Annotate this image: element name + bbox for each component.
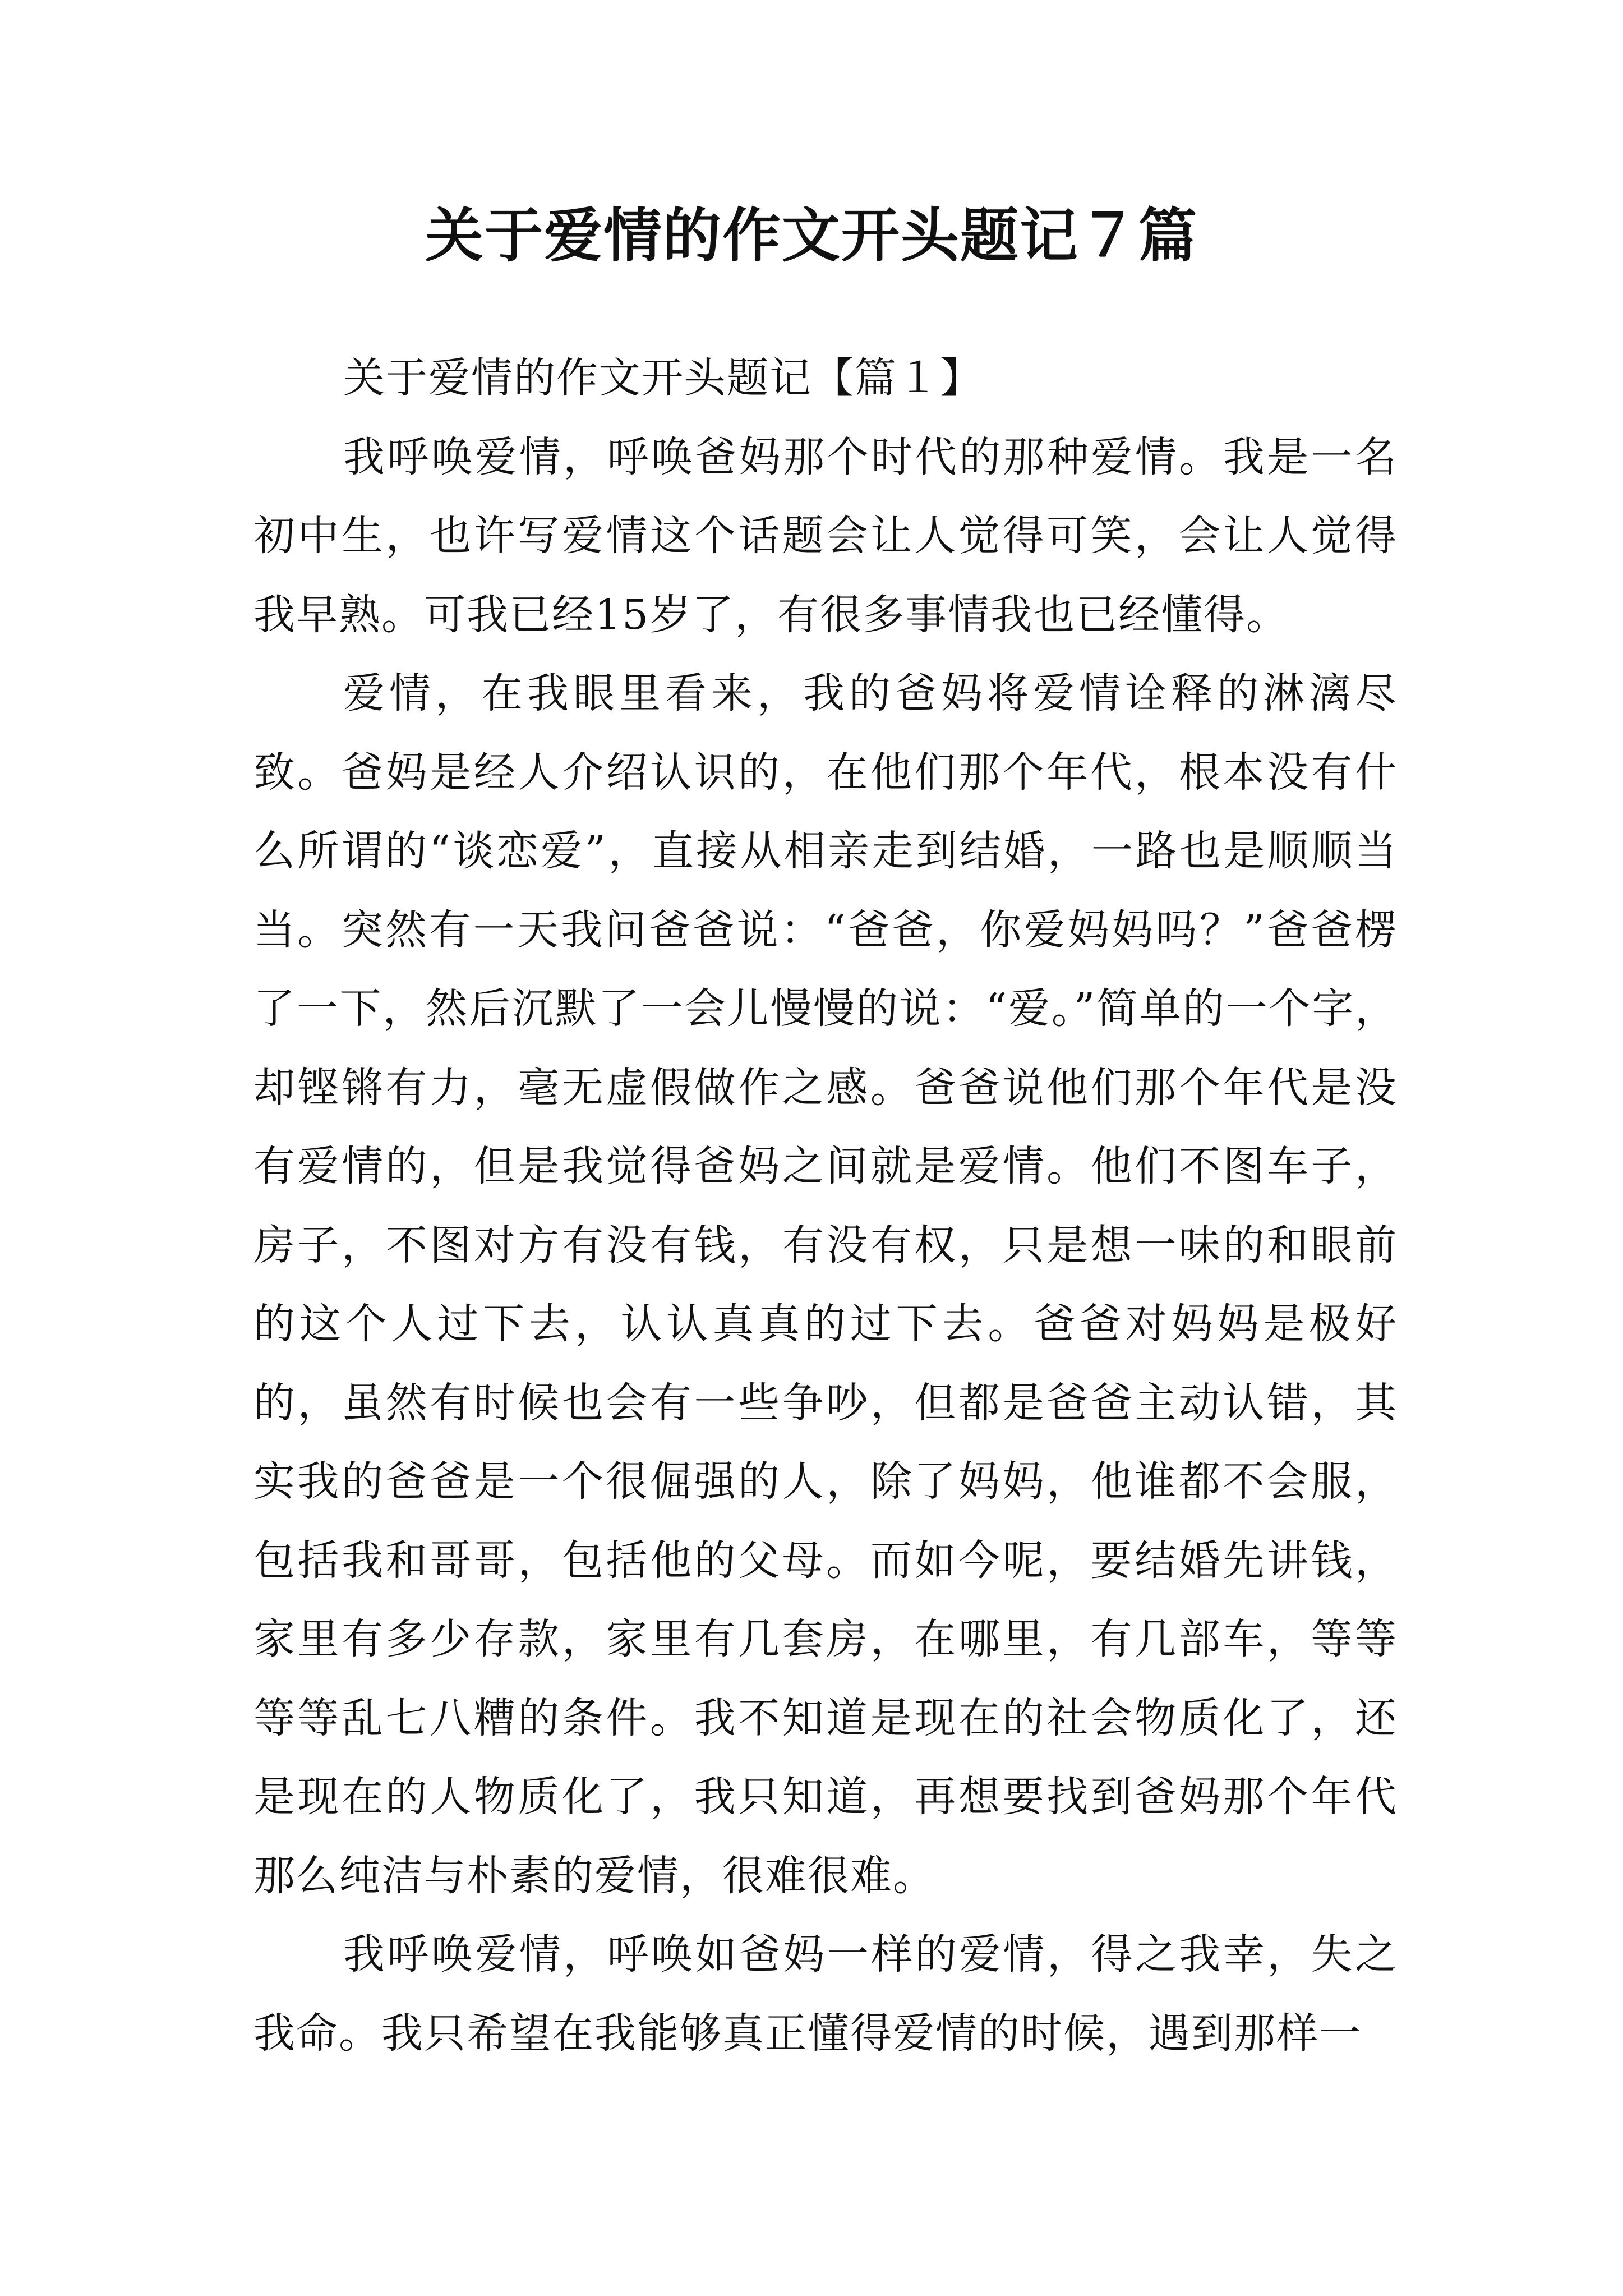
paragraph-3: 我呼唤爱情，呼唤如爸妈一样的爱情，得之我幸，失之我命。我只希望在我能够真正懂得爱情的时候，遇到那样一	[253, 1930, 1398, 2058]
paragraph-2: 爱情，在我眼里看来，我的爸妈将爱情诠释的淋漓尽致。爸妈是经人介绍认识的，在他们那个年代，根本没有什么所谓的“谈恋爱”，直接从相亲走到结婚，一路也是顺顺当当。突然有一天我问爸爸说：“爸爸，你爱妈妈吗？”爸爸楞了一下，然后沉默了一会儿慢慢的说：“爱。”简单的一个字，却铿锵有力，毫无虚假做作之感。爸爸说他们那个年代是没有爱情的，但是我觉得爸妈之间就是爱情。他们不图车子，房子，不图对方有没有钱，有没有权，只是想一味的和眼前的这个人过下去，认认真真的过下去。爸爸对妈妈是极好的，虽然有时候也会有一些争吵，但都是爸爸主动认错，其实我的爸爸是一个很倔强的人，除了妈妈，他谁都不会服，包括我和哥哥，包括他的父母。而如今呢，要结婚先讲钱，家里有多少存款，家里有几套房，在哪里，有几部车，等等等等乱七八糟的条件。我不知道是现在的社会物质化了，还是现在的人物质化了，我只知道，再想要找到爸妈那个年代那么纯洁与朴素的爱情，很难很难。	[253, 669, 1398, 1900]
section-heading: 关于爱情的作文开头题记【篇１】	[343, 354, 983, 402]
paragraph-1: 我呼唤爱情，呼唤爸妈那个时代的那种爱情。我是一名初中生，也许写爱情这个话题会让人觉得可笑，会让人觉得我早熟。可我已经15岁了，有很多事情我也已经懂得。	[253, 432, 1398, 639]
document-title: 关于爱情的作文开头题记７篇	[425, 201, 1198, 270]
document-body	[253, 339, 1398, 2073]
